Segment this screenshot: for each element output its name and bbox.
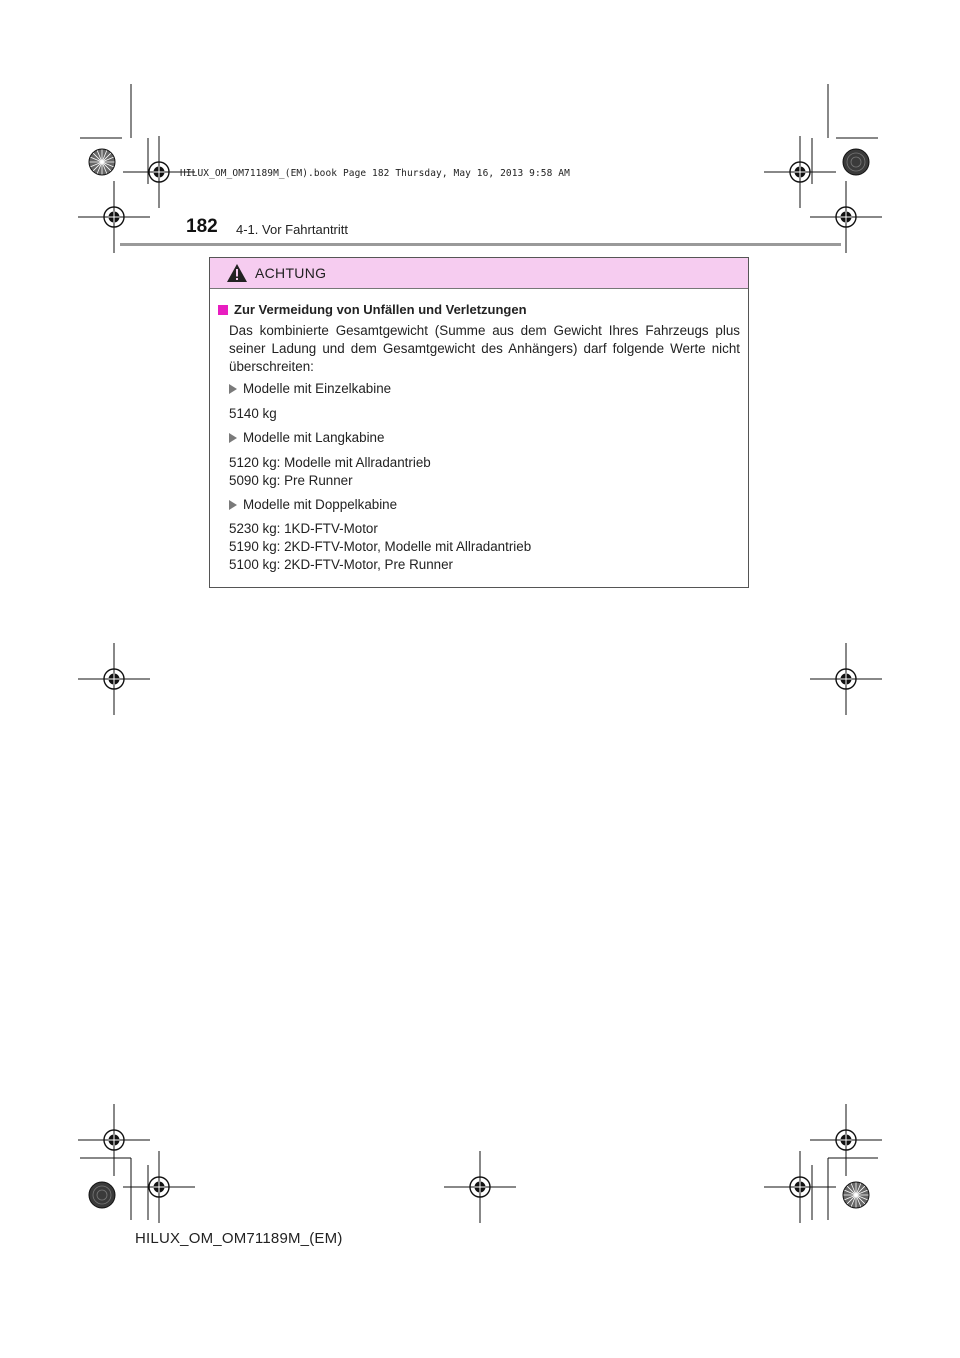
list-item bbox=[229, 430, 384, 445]
weight-line: 5090 kg: Pre Runner bbox=[229, 473, 353, 488]
group-label: Modelle mit Doppelkabine bbox=[243, 497, 398, 512]
group-label: Modelle mit Langkabine bbox=[243, 430, 385, 445]
header-divider bbox=[120, 243, 841, 246]
footer-doc-code: HILUX_OM_OM71189M_(EM) bbox=[135, 1230, 343, 1247]
square-bullet-icon bbox=[218, 305, 228, 315]
weight-line: 5190 kg: 2KD-FTV-Motor, Modelle mit Allradantrieb bbox=[229, 539, 532, 554]
page-number: 182 bbox=[186, 216, 218, 237]
list-item bbox=[229, 381, 391, 396]
warning-title: ACHTUNG bbox=[255, 265, 327, 281]
triangle-bullet-icon bbox=[229, 500, 237, 510]
registration-mark-bottom-left-icon bbox=[78, 1104, 150, 1176]
weight-line: 5120 kg: Modelle mit Allradantrieb bbox=[229, 455, 431, 470]
registration-mark-mid-left-icon bbox=[78, 643, 150, 715]
dark-target-bottom-left-icon bbox=[89, 1182, 115, 1208]
registration-mark-bottom-left-2-icon bbox=[123, 1151, 195, 1223]
dark-target-top-right-icon bbox=[843, 149, 869, 175]
registration-mark-top-right-2-icon bbox=[764, 136, 836, 208]
group-label: Modelle mit Einzelkabine bbox=[243, 381, 392, 396]
warning-triangle-icon bbox=[226, 263, 248, 283]
star-target-bottom-right-icon bbox=[843, 1182, 869, 1208]
warning-header bbox=[210, 258, 748, 289]
registration-mark-mid-right-icon bbox=[810, 643, 882, 715]
section-title: 4-1. Vor Fahrtantritt bbox=[236, 222, 348, 237]
weight-line: 5100 kg: 2KD-FTV-Motor, Pre Runner bbox=[229, 557, 454, 572]
weight-line: 5140 kg bbox=[229, 406, 277, 421]
warning-paragraph: Das kombinierte Gesamtgewicht (Summe aus dem Gewicht Ihres Fahrzeugs plus seiner Ladung und dem Gesamtgewicht des Anhängers) darf folgende Werte nicht überschreiten: bbox=[229, 323, 740, 374]
weight-line: 5230 kg: 1KD-FTV-Motor bbox=[229, 521, 378, 536]
registration-mark-bottom-center-icon bbox=[444, 1151, 516, 1223]
warning-box bbox=[209, 257, 749, 588]
list-item bbox=[229, 497, 397, 512]
registration-mark-bottom-right-2-icon bbox=[764, 1151, 836, 1223]
warning-subheading-text: Zur Vermeidung von Unfällen und Verletzungen bbox=[234, 302, 527, 317]
triangle-bullet-icon bbox=[229, 384, 237, 394]
star-target-top-left-icon bbox=[89, 149, 115, 175]
book-info-line: HILUX_OM_OM71189M_(EM).book Page 182 Thursday, May 16, 2013 9:58 AM bbox=[180, 168, 570, 179]
triangle-bullet-icon bbox=[229, 433, 237, 443]
warning-subheading bbox=[218, 302, 527, 317]
registration-mark-bottom-right-icon bbox=[810, 1104, 882, 1176]
